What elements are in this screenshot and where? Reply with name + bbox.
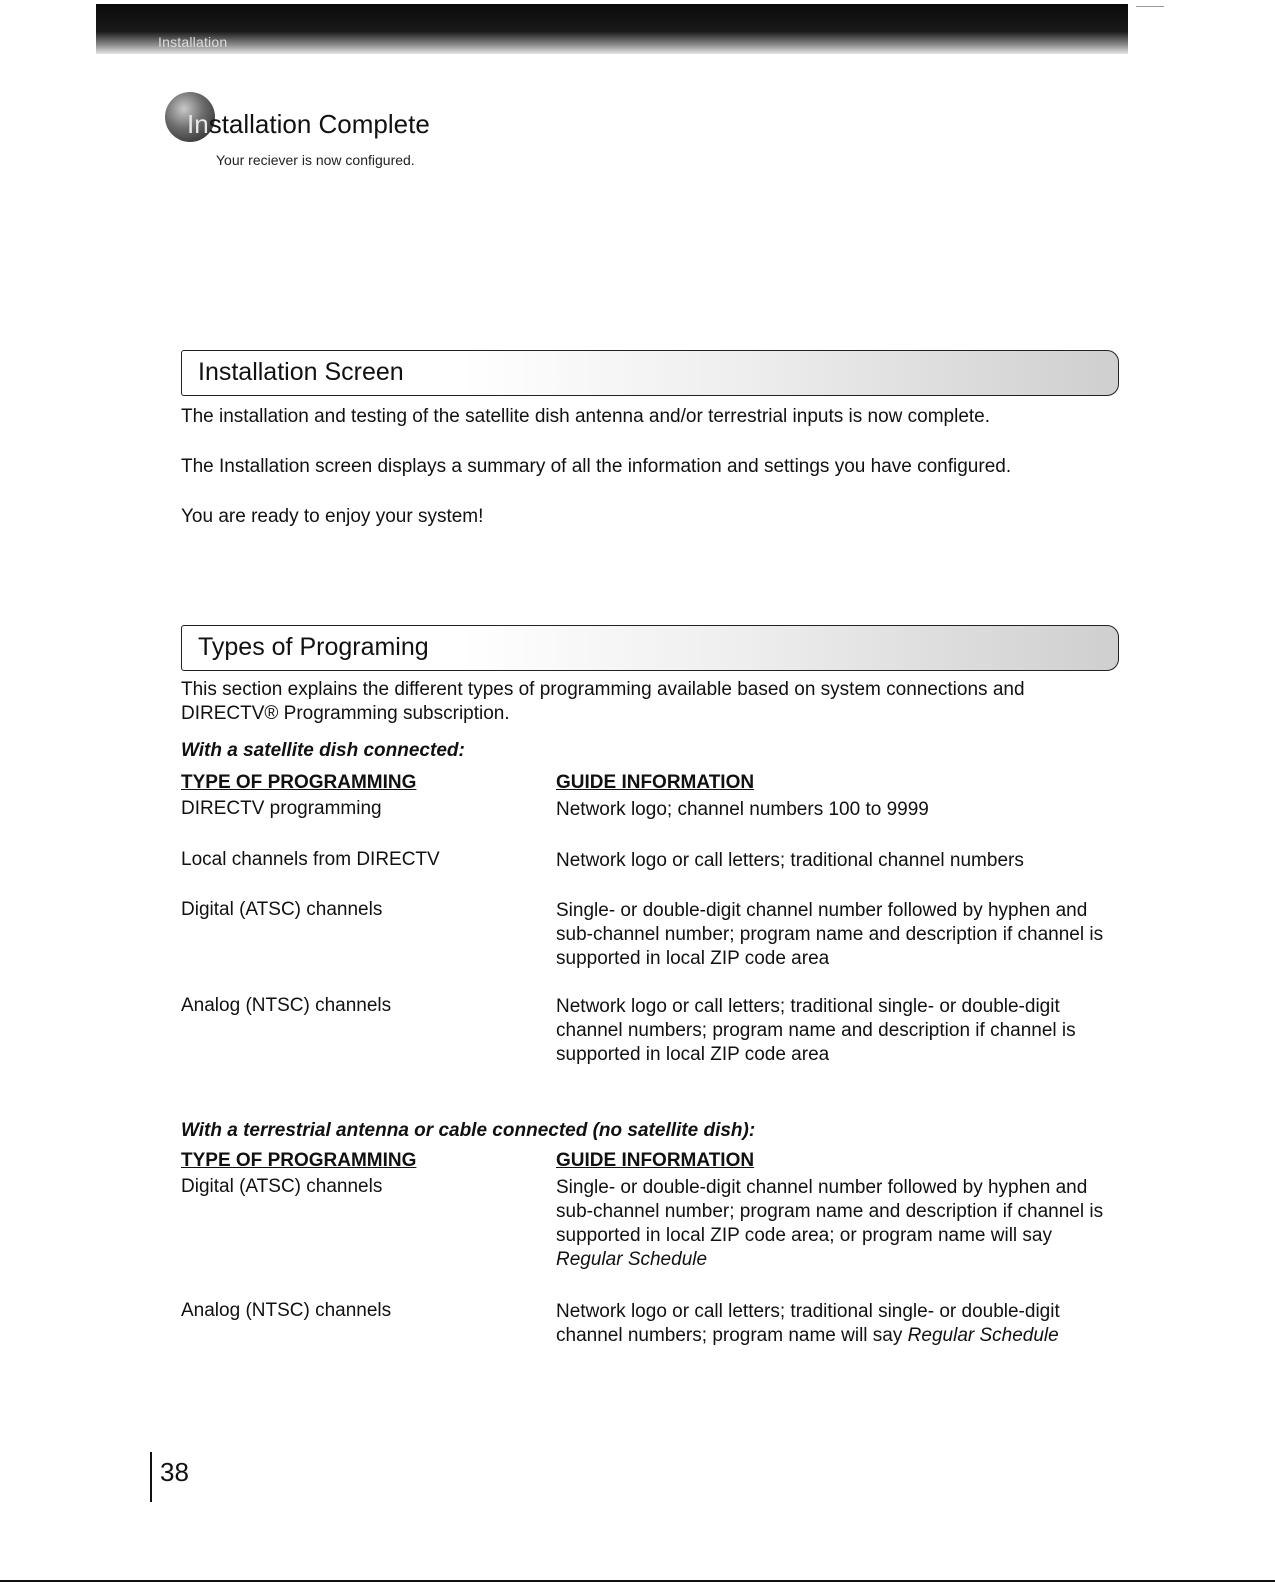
table-row-type: Digital (ATSC) channels bbox=[181, 899, 383, 920]
page-number: 38 bbox=[160, 1457, 189, 1487]
section-heading-installation-screen bbox=[181, 350, 1119, 396]
section-heading-types-of-programing bbox=[181, 625, 1119, 671]
column-header-type: TYPE OF PROGRAMMING bbox=[181, 772, 417, 793]
table-row-guide bbox=[556, 1176, 1116, 1272]
table-row-guide: Single- or double-digit channel number followed by hyphen and sub-channel number; program name and description if channel is supported in local ZIP code area bbox=[556, 900, 1104, 969]
table-row-type: Analog (NTSC) channels bbox=[181, 1300, 392, 1321]
table-row-type: Analog (NTSC) channels bbox=[181, 995, 392, 1016]
page-title bbox=[187, 109, 430, 140]
column-header-guide: GUIDE INFORMATION bbox=[556, 1150, 755, 1171]
column-header-type: TYPE OF PROGRAMMING bbox=[181, 1150, 417, 1171]
table-row-type: Local channels from DIRECTV bbox=[181, 849, 440, 870]
table-row-guide bbox=[556, 1300, 1116, 1348]
table-row-guide: Network logo or call letters; traditional single- or double-digit channel numbers; program name and description if channel is supported in local ZIP code area bbox=[556, 996, 1076, 1065]
paragraph: The Installation screen displays a summary of all the information and settings you have configured. bbox=[181, 456, 1012, 477]
section-title: Installation Screen bbox=[198, 358, 404, 386]
page-title-initial: In bbox=[187, 109, 209, 139]
header-section-label: Installation bbox=[158, 34, 228, 50]
header-rule bbox=[1136, 6, 1164, 7]
paragraph: The installation and testing of the satellite dish antenna and/or terrestrial inputs is now complete. bbox=[181, 406, 991, 427]
guide-italic-text: Regular Schedule bbox=[907, 1325, 1059, 1346]
page-number-rule bbox=[150, 1452, 152, 1502]
table-row-guide: Network logo or call letters; traditional channel numbers bbox=[556, 850, 1024, 871]
column-header-guide: GUIDE INFORMATION bbox=[556, 772, 755, 793]
guide-italic-text: Regular Schedule bbox=[556, 1249, 708, 1270]
section-title: Types of Programing bbox=[198, 633, 429, 661]
section-intro: This section explains the different types of programming available based on system connections and DIRECTV® Programming subscription. bbox=[181, 679, 1025, 724]
page-subtitle: Your reciever is now configured. bbox=[216, 152, 415, 168]
guide-text: Network logo or call letters; traditional single- or double-digit channel numbers; program name will say bbox=[556, 1301, 1060, 1346]
satellite-subheading: With a satellite dish connected: bbox=[181, 740, 465, 761]
terrestrial-subheading: With a terrestrial antenna or cable connected (no satellite dish): bbox=[181, 1120, 756, 1141]
header-band bbox=[96, 4, 1128, 54]
bottom-border bbox=[0, 1580, 1275, 1582]
table-row-type: Digital (ATSC) channels bbox=[181, 1176, 383, 1197]
guide-text: Single- or double-digit channel number followed by hyphen and sub-channel number; program name and description if channel is supported in local ZIP code area; or program name will say bbox=[556, 1177, 1104, 1246]
table-row-guide: Network logo; channel numbers 100 to 9999 bbox=[556, 799, 929, 820]
table-row-type: DIRECTV programming bbox=[181, 798, 382, 819]
paragraph: You are ready to enjoy your system! bbox=[181, 506, 484, 527]
page-title-rest: stallation Complete bbox=[208, 109, 430, 139]
